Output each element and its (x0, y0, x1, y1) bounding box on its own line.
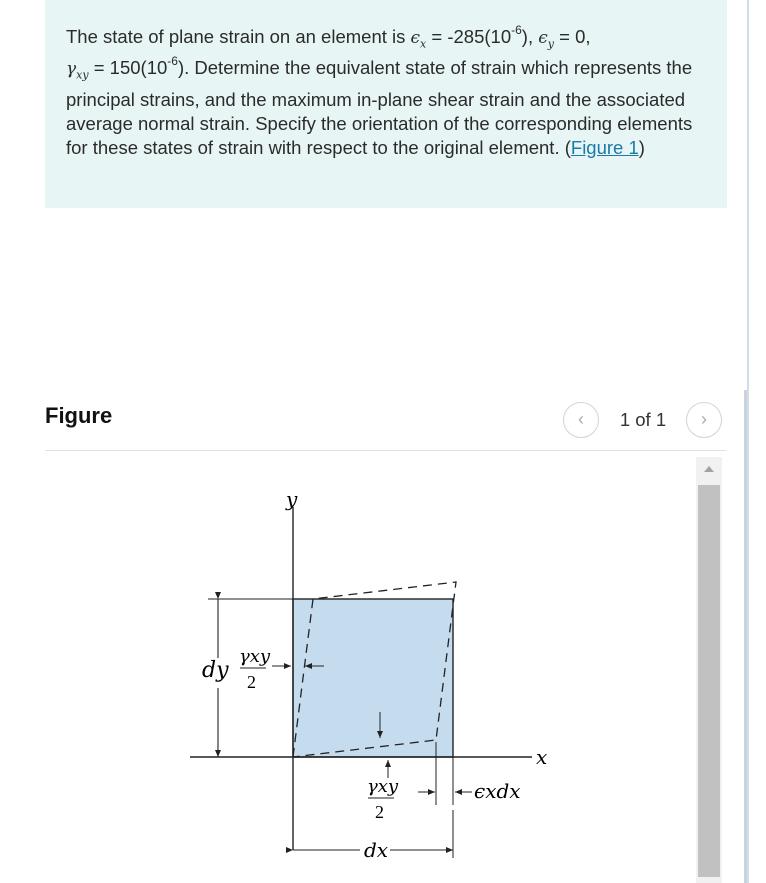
dy-label: dy (202, 658, 229, 683)
figure-pager: 1 of 1 (619, 409, 667, 430)
eps-x-exponent: -6 (511, 22, 522, 37)
problem-statement (45, 0, 727, 208)
next-figure-button[interactable] (686, 402, 722, 438)
previous-figure-button[interactable] (563, 402, 599, 438)
scroll-thumb[interactable] (698, 485, 720, 877)
chevron-left-icon: ‹ (578, 409, 584, 429)
gamma-half-bottom-denominator: 2 (375, 802, 384, 822)
eps-x-symbol: $\epsilon_x$ (410, 28, 427, 51)
panel-resize-handle[interactable] (744, 390, 747, 883)
figure-scrollbar[interactable] (696, 457, 722, 883)
eps-x-close: ), (521, 26, 539, 47)
original-element (293, 599, 453, 757)
epsx-dx-label: ϵxdx (474, 779, 521, 803)
chevron-right-icon: › (701, 409, 707, 429)
figure-header-divider (45, 450, 726, 451)
problem-text-intro: The state of plane strain on an element is (66, 26, 411, 47)
y-axis-label: y (286, 487, 298, 511)
dx-label: dx (364, 838, 389, 862)
gamma-xy-symbol: $\gamma_{xy}$ (66, 59, 89, 82)
gamma-xy-exponent: -6 (167, 54, 178, 69)
scroll-up-button[interactable] (696, 457, 722, 483)
eps-y-value: = 0, (554, 26, 591, 47)
panel-divider (747, 0, 749, 883)
problem-text-body: ). Determine the equivalent state of strain which represents the principal strains, and the maximum in-plane shear strain and the associated average normal strain. Specify the orientation of the corresponding elements for these states of strain with respect to the original element. ( (66, 57, 693, 158)
gamma-half-left-numerator: γxy (239, 646, 271, 667)
gamma-xy-value: = 150(10 (88, 57, 168, 79)
gamma-half-left-denominator: 2 (247, 672, 256, 692)
problem-text-close: ) (638, 136, 645, 158)
gamma-half-bottom-numerator: γxy (367, 776, 399, 797)
figure-title: Figure (45, 403, 113, 428)
strain-element-figure (180, 480, 560, 880)
x-axis-label: x (536, 745, 548, 769)
figure-1-link[interactable]: Figure 1 (570, 136, 639, 158)
eps-x-value: = -285(10 (426, 26, 512, 47)
eps-y-symbol: $\epsilon_y$ (538, 28, 554, 51)
